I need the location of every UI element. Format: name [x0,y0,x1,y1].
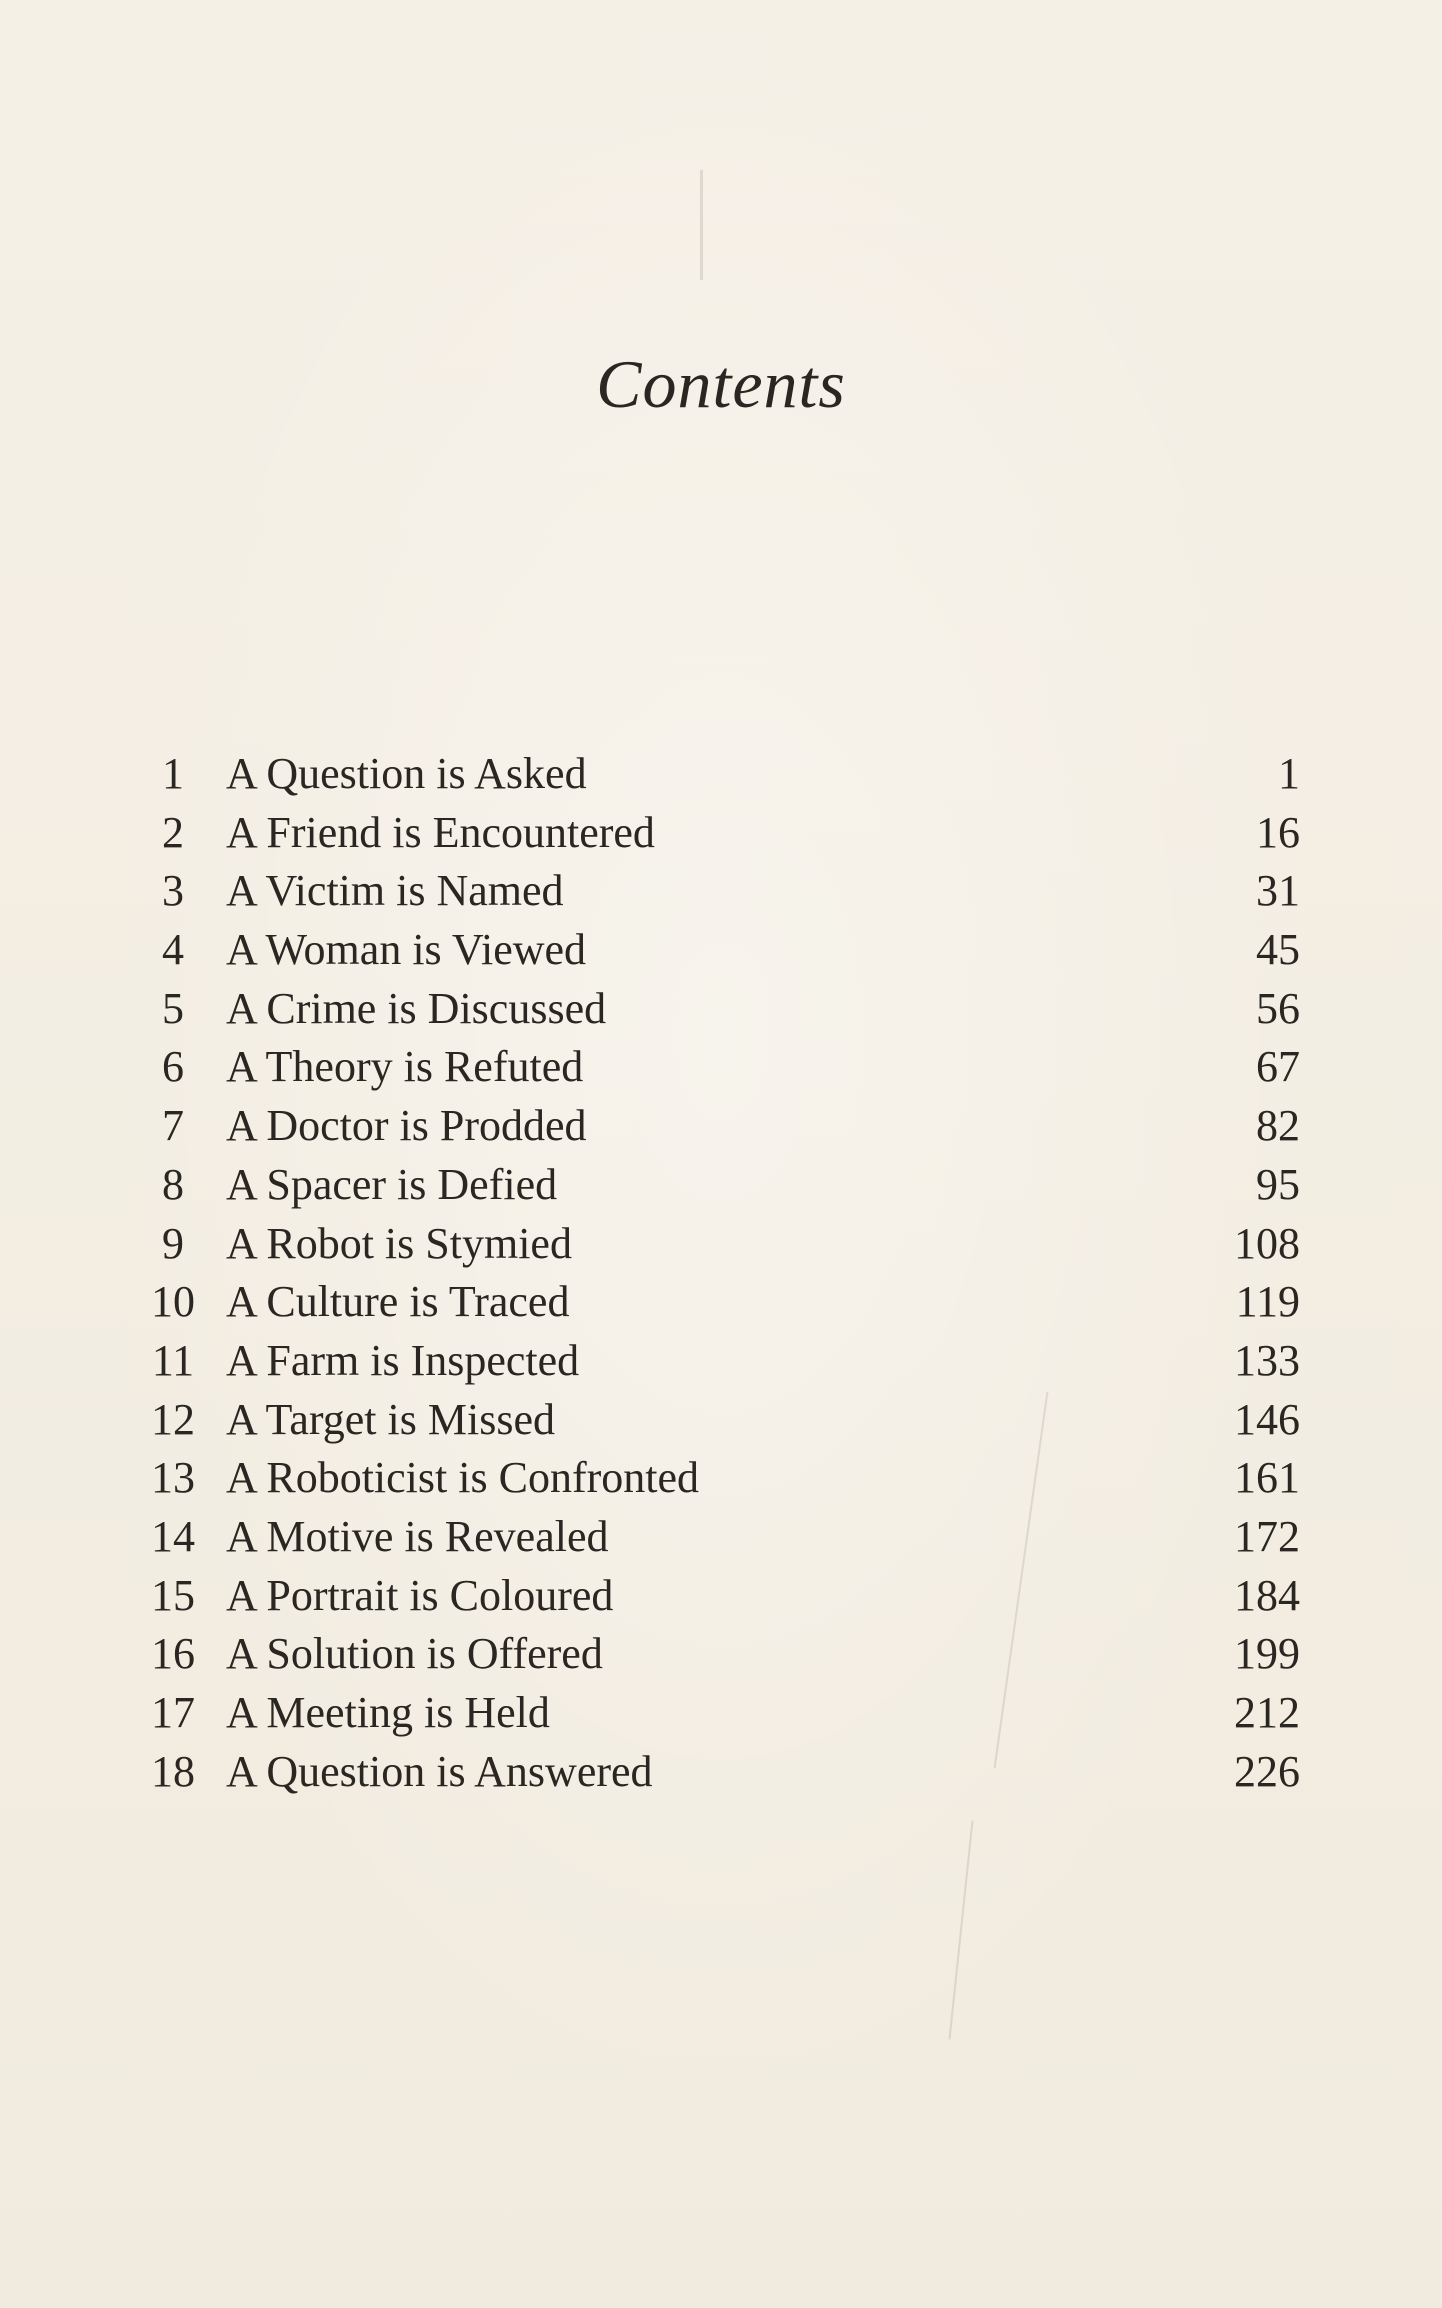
page-number: 184 [1234,1570,1300,1620]
chapter-title: A Question is Answered [226,1746,653,1796]
chapter-title: A Target is Missed [226,1394,555,1444]
chapter-number: 14 [151,1511,195,1561]
page-number: 226 [1234,1746,1300,1796]
chapter-title: A Question is Asked [226,749,587,798]
chapter-number: 1 [162,749,184,798]
page-number: 146 [1234,1394,1300,1444]
paper-crease-mark [949,1820,974,2039]
chapter-number: 5 [162,983,184,1033]
chapter-title: A Woman is Viewed [226,925,587,975]
page-number: 212 [1234,1688,1300,1737]
chapter-title: A Robot is Stymied [226,1218,572,1268]
toc-entry[interactable] [120,1218,1300,1277]
toc-entry[interactable] [120,1041,1300,1100]
page-number: 31 [1256,866,1300,916]
toc-entry[interactable] [120,1100,1300,1159]
page-number: 119 [1235,1277,1300,1327]
chapter-number: 18 [151,1746,195,1796]
chapter-title: A Doctor is Prodded [226,1101,587,1151]
chapter-title: A Crime is Discussed [226,983,607,1033]
paper-crease-mark [700,170,703,280]
toc-entry[interactable] [120,1276,1300,1335]
chapter-title: A Culture is Traced [226,1277,570,1327]
chapter-title: A Farm is Inspected [226,1335,580,1385]
chapter-number: 13 [151,1453,195,1503]
table-of-contents [120,748,1300,1804]
chapter-number: 11 [151,1335,195,1385]
chapter-number: 17 [151,1688,195,1737]
page-number: 172 [1234,1511,1300,1561]
toc-entry[interactable] [120,1452,1300,1511]
chapter-title: A Solution is Offered [226,1629,603,1679]
page-title: Contents [596,346,846,422]
page-number: 67 [1256,1042,1300,1092]
toc-entry[interactable] [120,748,1300,807]
chapter-number: 6 [162,1042,184,1092]
toc-entry[interactable] [120,1394,1300,1453]
toc-entry[interactable] [120,865,1300,924]
page-number: 161 [1234,1453,1300,1503]
toc-entry[interactable] [120,983,1300,1042]
toc-entry[interactable] [120,1570,1300,1629]
page-number: 45 [1256,925,1300,975]
chapter-number: 9 [162,1218,184,1268]
chapter-title: A Victim is Named [226,866,564,916]
toc-entry[interactable] [120,1687,1300,1746]
page-number: 16 [1256,807,1300,857]
chapter-title: A Spacer is Defied [226,1159,558,1209]
page-number: 108 [1234,1218,1300,1268]
page-number: 1 [1278,749,1300,798]
chapter-title: A Roboticist is Confronted [226,1453,699,1503]
toc-entry[interactable] [120,807,1300,866]
chapter-number: 2 [162,807,184,857]
toc-entry[interactable] [120,1511,1300,1570]
page-number: 56 [1256,983,1300,1033]
chapter-number: 16 [151,1629,195,1679]
chapter-number: 8 [162,1159,184,1209]
chapter-number: 7 [162,1101,184,1151]
chapter-number: 15 [151,1570,195,1620]
toc-entry[interactable] [120,924,1300,983]
toc-entry[interactable] [120,1628,1300,1687]
page-number: 133 [1234,1335,1300,1385]
toc-entry[interactable] [120,1159,1300,1218]
chapter-number: 3 [162,866,184,916]
chapter-title: A Portrait is Coloured [226,1570,614,1620]
chapter-number: 4 [162,925,184,975]
page-number: 199 [1234,1629,1300,1679]
chapter-number: 10 [151,1277,195,1327]
chapter-title: A Meeting is Held [226,1688,550,1737]
chapter-number: 12 [151,1394,195,1444]
chapter-title: A Friend is Encountered [226,807,655,857]
toc-entry[interactable] [120,1335,1300,1394]
chapter-title: A Theory is Refuted [226,1042,584,1092]
page-number: 95 [1256,1159,1300,1209]
chapter-title: A Motive is Revealed [226,1511,609,1561]
toc-entry[interactable] [120,1746,1300,1805]
page-number: 82 [1256,1101,1300,1151]
